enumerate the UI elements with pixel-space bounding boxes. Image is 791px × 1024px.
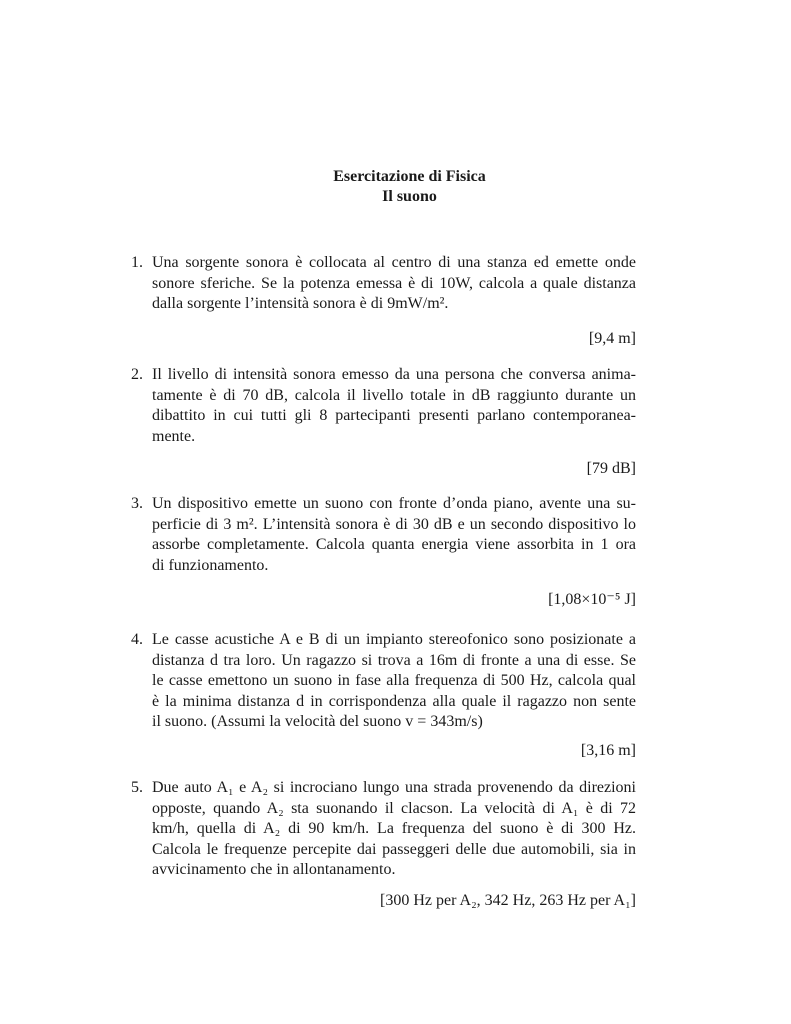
problem-text (152, 365, 636, 447)
problem-line: Il livello di intensità sonora emesso da una persona che conversa anima- (152, 366, 636, 383)
problem-number: 1. (131, 254, 143, 271)
problem-line: mente. (152, 427, 196, 445)
problem-line: è la minima distanza d in corrispondenza alla quale il ragazzo non sente (152, 692, 636, 710)
problem-line: opposte, quando A₂ sta suonando il clacson. La velocità di A₁ è di 72 (152, 799, 636, 817)
document-subtitle: Il suono (382, 188, 437, 205)
problem-answer: [300 Hz per A₂, 342 Hz, 263 Hz per A₁] (380, 892, 636, 909)
problem-answer: [79 dB] (586, 460, 636, 477)
problem-line: Una sorgente sonora è collocata al centro di una stanza ed emette onde (152, 254, 636, 271)
problem-answer: [3,16 m] (580, 742, 636, 759)
problem-number: 4. (131, 631, 143, 648)
problem-line: assorbe completamente. Calcola quanta energia viene assorbita in 1 ora (152, 536, 636, 553)
problem-line: Un dispositivo emette un suono con fronte d’onda piano, avente una su- (152, 495, 636, 512)
problem-line: Calcola le frequenze percepite dai passeggeri delle due automobili, sia in (152, 840, 636, 858)
problem-number: 3. (131, 495, 143, 512)
problem-line: avvicinamento che in allontanamento. (152, 861, 396, 878)
problem-text (152, 630, 636, 733)
problem-text (152, 253, 636, 315)
problem-text (152, 494, 636, 576)
problem-line: tamente è di 70 dB, calcola il livello totale in dB raggiunto durante un (152, 386, 636, 404)
problem-line: perficie di 3 m². L’intensità sonora è di 30 dB e un secondo dispositivo lo (152, 515, 636, 533)
problem-line: Le casse acustiche A e B di un impianto stereofonico sono posizionate a (152, 631, 636, 648)
problem-answer: [1,08×10⁻⁵ J] (548, 591, 636, 608)
problem-text (152, 778, 636, 881)
document-title: Esercitazione di Fisica (333, 168, 486, 185)
problem-line: dalla sorgente l’intensità sonora è di 9mW/m². (152, 295, 449, 312)
problem-line: il suono. (Assumi la velocità del suono v = 343m/s) (152, 713, 483, 730)
problem-number: 2. (131, 366, 143, 383)
problem-line: distanza d tra loro. Un ragazzo si trova a 16m di fronte a una di esse. Se (152, 651, 636, 669)
problem-number: 5. (131, 779, 143, 796)
problem-line: di funzionamento. (152, 556, 269, 574)
problem-line: km/h, quella di A₂ di 90 km/h. La frequenza del suono è di 300 Hz. (152, 820, 636, 837)
problem-line: Due auto A₁ e A₂ si incrociano lungo una strada provenendo da direzioni (152, 779, 636, 796)
problem-answer: [9,4 m] (588, 330, 636, 347)
problem-line: dibattito in cui tutti gli 8 partecipanti presenti parlano contemporanea- (152, 407, 636, 424)
problem-line: sonore sferiche. Se la potenza emessa è di 10W, calcola a quale distanza (152, 274, 636, 292)
problem-line: le casse emettono un suono in fase alla frequenza di 500 Hz, calcola qual (152, 672, 636, 689)
